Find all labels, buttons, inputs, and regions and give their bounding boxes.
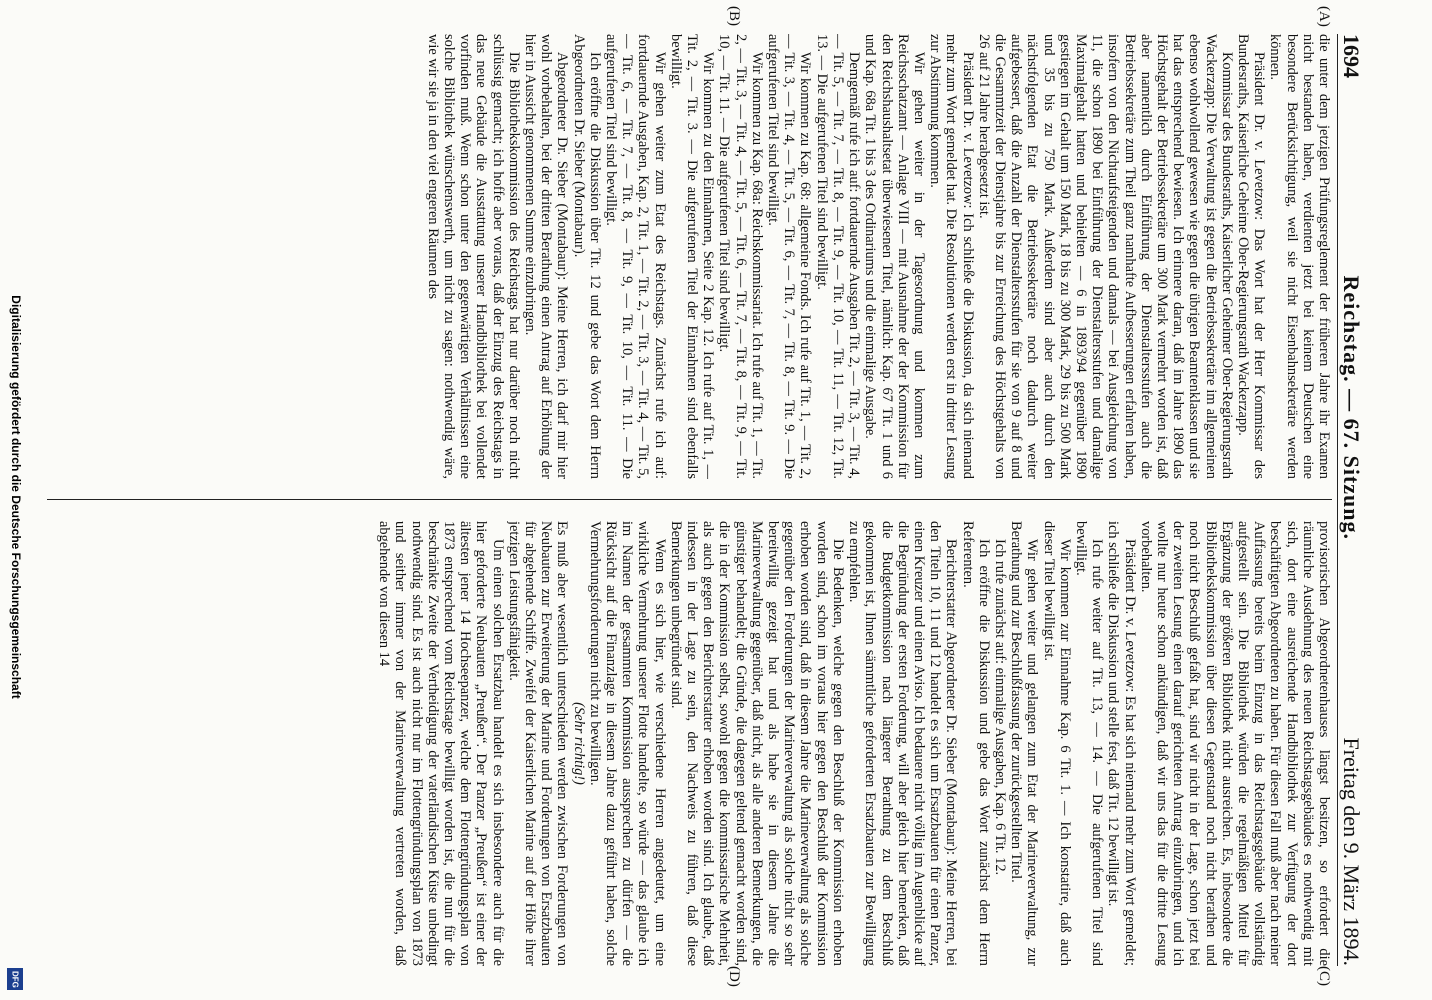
column-divider [47, 499, 1332, 500]
paragraph: Wir kommen zu den Einnahmen, Seite 2 Kap. 12. Ich rufe auf Tit. 1, — Tit. 2, — Tit. 3. — Die aufgerufenen Titel der Einnahmen sind ebenfalls bewilligt. [667, 34, 717, 479]
page-number: 1694 [1339, 34, 1364, 78]
paragraph: Präsident Dr. v. Levetzow: Das Wort hat der Herr Kommissar des Bundesraths, Kaiserliche Geheime Ober-Regierungsrath Wackerzapp. [1234, 34, 1268, 479]
paragraph: Ich eröffne die Diskussion über Tit. 12 und gebe das Wort dem Herrn Abgeordneten Dr. Sieber (Montabaur). [570, 34, 603, 479]
paragraph: die unter dem jetzigen Prüfungsreglement der früheren Jahre ihr Examen nicht bestanden haben, verdienten jetzt bei keinem Deutschen eine besondere Berücksichtigung, weil sie nicht Eisenbahnsekretäre werden können. [1267, 34, 1332, 479]
paragraph: Präsident Dr. v. Levetzow: Es hat sich niemand mehr zum Wort gemeldet; ich schließe die Diskussion und stelle fest, daß Tit. 12 bewilligt ist. [1105, 521, 1138, 966]
header-date: Freitag den 9. März 1894. [1339, 737, 1364, 966]
margin-mark-b: (B) [726, 6, 742, 26]
header-title: Reichstag. — 67. Sitzung. [1339, 275, 1364, 541]
paragraph: (Sehr richtig!) [570, 702, 587, 785]
paragraph: Wir kommen zur Einnahme Kap. 6 Tit. 1. — Ich konstatire, daß auch dieser Titel bewilligt ist. [1040, 521, 1073, 966]
digitization-footer [6, 0, 26, 1000]
paragraph: Wir gehen weiter und gelangen zum Etat der Marineverwaltung, zur Berathung und zur Beschlußfassung der zurückgestellten Titel. [1008, 521, 1041, 966]
margin-mark-c: (C) [1316, 966, 1332, 986]
margin-mark-d: (D) [726, 966, 742, 987]
left-text-column [47, 34, 1332, 479]
funding-notice: Digitalisierung gefördert durch die Deutsche Forschungsgemeinschaft [9, 295, 23, 699]
paragraph: Ich eröffne die Diskussion und gebe das Wort zunächst dem Herrn Referenten. [959, 521, 992, 966]
paragraph: Wir kommen zu Kap. 68: allgemeine Fonds. Ich rufe auf Tit. 1, — Tit. 2, — Tit. 3, — Tit. 4, — Tit. 5, — Tit. 6, — Tit. 7, — Tit. 8, — Tit. 9. — Die aufgerufenen Titel sind bewilligt. [765, 34, 814, 479]
paragraph: provisorischen Abgeordnetenhauses längst besitzen, so erfordert die räumliche Ausdehnung des neuen Reichstagsgebäudes es nothwendig mit sich, dort eine ausreichende Handbibliothek zur Verfügung der dort beschäftigten Abgeordneten zu haben. Für diesen Fall muß aber nach meiner Auffassung bereits beim Einzug in das Reichstagsgebäude vollständig aufgestellt sein. Die Bibliothek würden die regelmäßigen Mittel für Ergänzung der größeren Bibliothek nicht ausreichen. Es, inbesondere die Bibliothekskommission über diesen Gegenstand noch nicht berathen und noch nicht Beschluß gefaßt hat, sind wir nicht in der Lage, schon jetzt bei der zweiten Lesung einen darauf gerichteten Antrag einzubringen, und ich wollte nur heute schon ankündigen, daß wir uns das für die dritte Lesung vorbehalten. [1137, 521, 1332, 966]
paragraph: Wir kommen zu Kap. 68a: Reichskommissariat. Ich rufe auf Tit. 1, — Tit. 2, — Tit. 3, — Tit. 4, — Tit. 5, — Tit. 6, — Tit. 7, — Tit. 8, — Tit. 9, — Tit. 10, — Tit. 11. — Die aufgerufenen Titel sind bewilligt. [716, 34, 765, 479]
paragraph: Wir gehen weiter in der Tagesordnung und kommen zum Reichsschatzamt — Anlage VIII — mit Ausnahme der der Kommission für den Reichshaushaltsetat überwiesenen Titel, nämlich: Kap. 67 Tit. 1 und 6 und Kap. 68a Tit. 1 bis 3 des Ordinariums und die einmalige Ausgabe. [862, 34, 927, 479]
paragraph: Um einen solchen Ersatzbau handelt es sich insbesondere auch für die hier geforderte Neubauten „Preußen“. Der Panzer „Preußen“ ist einer der ältesten jener 14 Hochseepanzer, welche dem Flottengründungsplan von 1873 entsprechend vom Reichstage bewilligt worden ist, die nun für die beschränkte Zweite der Vertheidigung der vaterländischen Küste unbedingt nothwendig sind. Es ist auch nicht nur im Flottengründungsplan von 1873 und seither immer von der Marineverwaltung vertreten worden, daß abgehende von diesen 14 [376, 521, 506, 966]
paragraph: Die Bibliothekskommission des Reichstags hat nur darüber noch nicht schlüssig gemacht; ich hoffe aber voraus, daß der Einzug des Reichstags in das neue Gebäude die Ausstattung unserer Handbibliothek bei vollendet vorfinden muß. Wenn schon unter den gegenwärtigen Verhältnissen eine solche Bibliothek wünschenswerth, um nicht zu sagen: nothwendig wäre, wie wir sie ja in den viel engeren Räumen des [424, 34, 522, 479]
dfg-logo: DFG [7, 968, 23, 990]
paragraph: Wenn es sich hier, wie verschiedene Herren angedeutet, um eine wirkliche Vermehrung unserer Flotte handelte, so würde — das glaube ich im Namen der gesammten Kommission aussprechen zu dürfen — die Rücksicht auf die Finanzlage in diesem Jahre dazu geführt haben, solche Vermehrungsforderungen nicht zu bewilligen. [586, 521, 668, 966]
margin-mark-a: (A) [1316, 6, 1332, 27]
paragraph: Ich rufe zunächst auf: einmalige Ausgaben, Kap. 6 Tit. 12. [991, 539, 1008, 876]
paragraph: Die Bedenken, welche gegen den Beschluß der Kommission erhoben worden sind, schon im voraus hier gegen den Beschluß der Kommission erhoben worden sind, daß in diesem Jahre die Marineverwaltung als solche gegenüber den Forderungen der Marineverwaltung als solche nicht so sehr bereitwillig gezeigt hat und als habe sie in diesem Jahre die Marineverwaltung gegenüber, daß nicht, als alle anderen Bemerkungen, die günstiger behandelt; die Gründe, die dagegen geltend gemacht worden sind, die in der Kommission selbst, sowohl gegen die kommissarische Mehrheit, als auch gegen den Berichterstatter erhoben worden sind. Ich glaube, daß indessen in der Lage zu sein, den Nachweis zu führen, daß diese Bemerkungen unbegründet sind. [667, 521, 846, 966]
paragraph: Demgemäß rufe ich auf: fortdauernde Ausgaben Tit. 2, — Tit. 3, — Tit. 4, — Tit. 5, — Tit. 7, — Tit. 8, — Tit. 9, — Tit. 10, — Tit. 11, — Tit. 12, Tit. 13. — Die aufgerufenen Titel sind bewilligt. [813, 34, 863, 479]
paragraph: Präsident Dr. v. Levetzow: Ich schließe die Diskussion, da sich niemand mehr zum Wort gemeldet hat. Die Resolutionen werden erst in dritter Lesung zur Abstimmung kommen. [927, 34, 976, 479]
paragraph: Ich rufe weiter auf Tit. 13, — 14. — Die aufgerufenen Titel sind bewilligt. [1072, 521, 1106, 966]
paragraph: Kommissar des Bundesraths, Kaiserlicher Geheimer Ober-Regierungsrath Wackerzapp: Die Verwaltung ist gegen die Betriebssekretäre im allgemeinen ebenso wohlwollend gewesen wie gegen die übrigen Beamtenklassen und sie hat das entsprechend bewiesen. Ich erinnere daran, daß im Jahre 1890 das Höchstgehalt der Betriebssekretäre um 300 Mark vermehrt worden ist, daß aber namentlich durch Einführung der Dienstaltersstufen auch die Betriebssekretäre zum Theil ganz namhafte Aufbesserungen erfahren haben, insofern von den Nichtaufsteigenden und damals — bei Ausgleichung von 11, die schon 1890 bei Einführung der Dienstaltersstufen und damalige Maximalgehalt hatten und behielten — 6 in 1893/94 gegenüber 1890 gestiegen im Gehalt um 150 Mark, 18 bis zu 300 Mark, 29 bis zu 500 Mark und 35 bis zu 750 Mark. Außerdem sind aber auch durch den nächstfolgenden Etat die Betriebssekretäre noch dadurch weiter aufgebessert, daß die Anzahl der Dienstaltersstufen für sie von 9 auf 8 und die Gesammtzeit der Dienstjahre bis zur Erreichung des Höchstgehalts von 26 auf 21 Jahre herabgesetzt ist. [975, 34, 1235, 479]
paragraph: Wir gehen weiter zum Etat des Reichstags. Zunächst rufe ich auf: fortdauernde Ausgaben, Kap. 2, Tit. 1, — Tit. 2, — Tit. 3, — Tit. 4, — Tit. 5, — Tit. 6, — Tit. 7, — Tit. 8, — Tit. 9, — Tit. 10, — Tit. 11. — Die aufgerufenen Titel sind bewilligt. [603, 34, 668, 479]
running-header [1337, 34, 1374, 966]
paragraph: Es muß aber wesentlich unterschieden werden zwischen Forderungen von Neubauten zur Erweiterung der Marine und Forderungen von Ersatzbauten für abgehende Schiffe. Zweifel der Kaiserlichen Marine auf der Höhe ihrer jetzigen Leistungsfähigkeit. [505, 521, 571, 966]
paragraph: Abgeordneter Dr. Sieber (Montabaur): Meine Herren, ich darf mir hier wohl vorbehalten, bei der dritten Berathung einen Antrag auf Erhöhung der hier in Aussicht genommenen Summe einzubringen. [522, 34, 571, 479]
paragraph: Berichterstatter Abgeordneter Dr. Sieber (Montabaur): Meine Herren, bei den Titeln 10, 11 und 12 handelt es sich um Ersatzbauten für einen Panzer, einen Kreuzer und einen Aviso. Ich bedauere nicht völlig im Augenblicke auf die Begründung der ersten Forderung, will aber gleich hier bemerken, daß die Budgetkommission nach längerer Berathung zu dem Beschluß gekommen ist, Ihnen sämmtliche geforderten Ersatzbauten zur Bewilligung zu empfehlen. [846, 521, 960, 966]
right-text-column [47, 521, 1332, 966]
